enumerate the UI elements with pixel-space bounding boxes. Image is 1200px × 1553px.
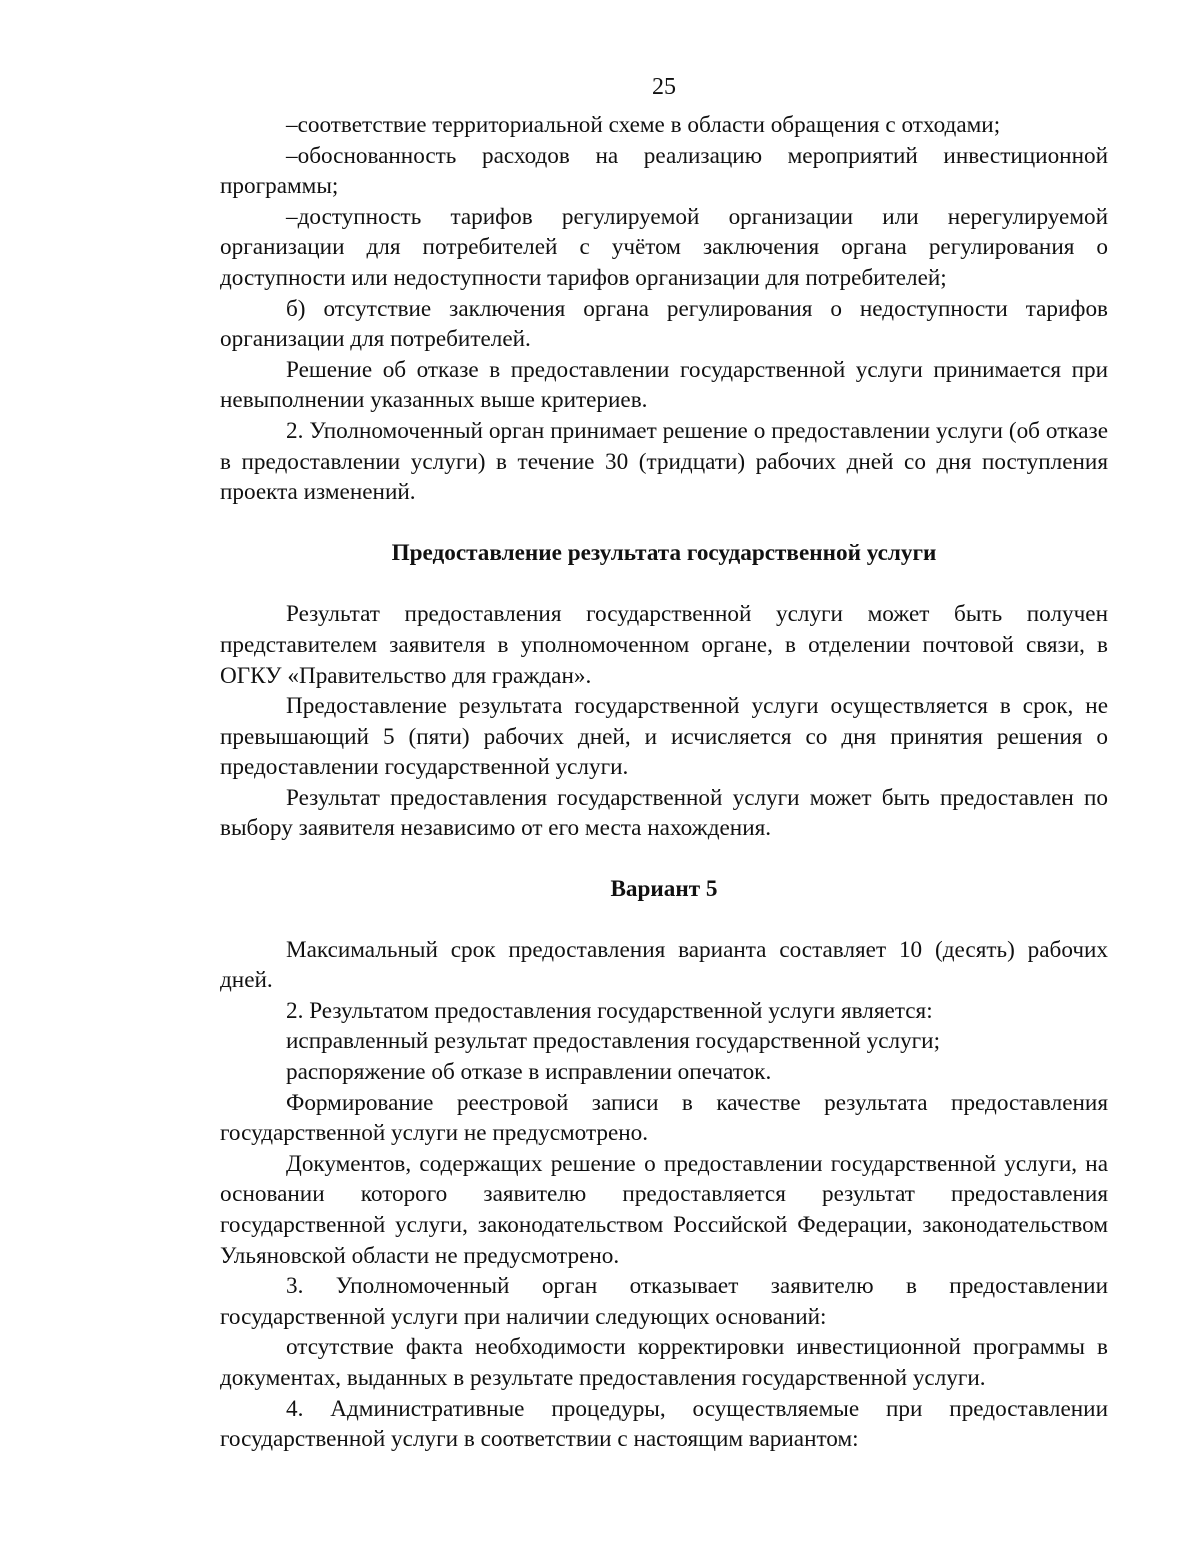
paragraph: б) отсутствие заключения органа регулирования о недоступности тарифов организации для потребителей. — [220, 295, 1108, 353]
paragraph: –соответствие территориальной схеме в области обращения с отходами; — [286, 112, 1001, 138]
document-body — [220, 110, 1108, 1455]
paragraph: Решение об отказе в предоставлении государственной услуги принимается при невыполнении указанных выше критериев. — [220, 356, 1108, 414]
paragraph: отсутствие факта необходимости корректировки инвестиционной программы в документах, выданных в результате предоставления государственной услуги. — [220, 1334, 1108, 1391]
paragraph: Формирование реестровой записи в качестве результата предоставления государственной услуги не предусмотрено. — [220, 1089, 1108, 1147]
paragraph: –доступность тарифов регулируемой организации или нерегулируемой организации для потребителей с учётом заключения органа регулирования о доступности или недоступности тарифов организации для потребителей; — [220, 203, 1108, 291]
page-number: 25 — [652, 74, 676, 100]
section-heading: Предоставление результата государственной услуги — [391, 539, 937, 566]
paragraph: Результат предоставления государственной услуги может быть получен представителем заявителя в уполномоченном органе, в отделении почтовой связи, в ОГКУ «Правительство для граждан». — [220, 601, 1108, 689]
paragraph: Предоставление результата государственной услуги осуществляется в срок, не превышающий 5 (пяти) рабочих дней, и исчисляется со дня принятия решения о предоставлении государственной услуги. — [220, 693, 1108, 781]
paragraph: 2. Результатом предоставления государственной услуги является: — [286, 997, 933, 1024]
paragraph: –обоснованность расходов на реализацию мероприятий инвестиционной программы; — [220, 142, 1108, 200]
paragraph: Максимальный срок предоставления варианта составляет 10 (десять) рабочих дней. — [220, 936, 1108, 994]
paragraph: распоряжение об отказе в исправлении опечаток. — [286, 1059, 772, 1086]
paragraph: 3. Уполномоченный орган отказывает заявителю в предоставлении государственной услуги при наличии следующих оснований: — [220, 1273, 1108, 1330]
paragraph: 2. Уполномоченный орган принимает решение о предоставлении услуги (об отказе в предоставлении услуги) в течение 30 (тридцати) рабочих дней со дня поступления проекта изменений. — [220, 417, 1108, 506]
paragraph: Документов, содержащих решение о предоставлении государственной услуги, на основании которого заявителю предоставляется результат предоставления государственной услуги, законодательством Российской Федерации, законодательством Ульяновской области не предусмотрено. — [220, 1150, 1108, 1269]
variant-heading: Вариант 5 — [610, 876, 718, 903]
paragraph: Результат предоставления государственной услуги может быть предоставлен по выбору заявителя независимо от его места нахождения. — [220, 784, 1108, 842]
paragraph: 4. Административные процедуры, осуществляемые при предоставлении государственной услуги в соответствии с настоящим вариантом: — [220, 1395, 1108, 1453]
paragraph: исправленный результат предоставления государственной услуги; — [286, 1028, 941, 1055]
